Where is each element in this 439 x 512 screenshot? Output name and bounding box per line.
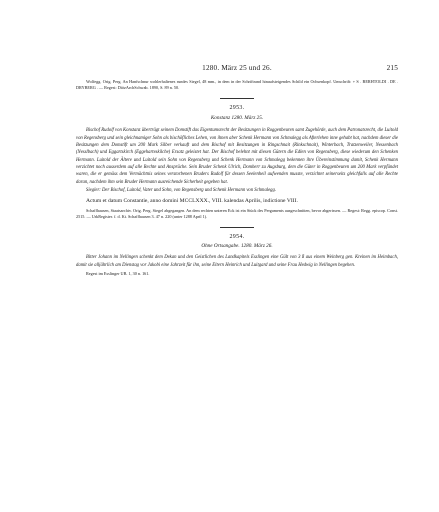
- document-dateline: Konstanz 1280. März 25.: [210, 115, 264, 122]
- document-number: 2954.: [229, 234, 245, 241]
- document-summary: Bischof Rudolf von Konstanz überträgt seinem Domstift das Eigentumsrecht der Besitzungen in Roggenbeuren samt Zugehörde, auch dem Patronatsrecht, die Luitold von Regensberg und sein gleichnamiger Sohn als bischöfliches Lehen, von ihnen aber Schenk Hermann von Schmalegg als Afterlehen inne gehabt hat, nachdem dieser die Besitzungen dem Domstift um 200 Mark Silber verkauft und dem Bischof mit Besitzungen in Ringschnait (Rinkschnait), Winterbach, Tratzenweiler, Nessenbach (Nesslbach) und Eggartskirch (Eggeharteskilche) Ersatz geleistet hat. Der Bischof belehnt mit diesen Gütern die Edlen von Regensberg, diese wiederum den Schenken Hermann. Luitold der Ältere und Luitold sein Sohn von Regensberg und Schenk Hermann von Schmalegg bekennen ihre Übereinstimmung damit, Schenk Hermann verzichtet noch ausserdem auf alle Rechte und Ansprüche. Sein Bruder Schenk Ulrich, Domherr zu Augsburg, dem die Güter in Roggenbeuren um 200 Mark verpfändet waren, die er gemäss dem Vermächtnis seines verstorbenen Bruders Rudolf für dessen Seelenheil aufwenden musste, verzichtet seinerseits gleichfalls auf alle Rechte daran, nachdem ihm sein Bruder Hermann ausreichende Sicherheit gegeben hat.: [76, 128, 398, 185]
- page-number: 215: [386, 64, 398, 72]
- document-dateline: Ohne Ortsangabe. 1280. März 26.: [201, 243, 273, 250]
- document-source-note: Regest im Esslinger UB. 1, 30 n. 161.: [86, 271, 150, 277]
- document-source-note: Schaffhausen, Staatsarchiv. Orig. Perg. Siegel abgegangen. An dem rechten unteren Eck ist ein Stück des Pergaments ausgeschnitten, bevor abgerissen. — Regest: Regg. episcop. Const. 2515. — UrkRegister. f. d. Kt. Schaffhausen 3. 47 n. 220 (unter 1288 April 1).: [76, 208, 398, 219]
- running-header: [76, 64, 398, 76]
- divider: [220, 227, 254, 228]
- document-sealers: Siegler: Der Bischof, Luitold, Vater und Sohn, von Regensberg und Schenk Hermann von Schmalegg.: [86, 187, 277, 193]
- document-number: 2953.: [229, 105, 245, 112]
- page-content: [76, 64, 398, 277]
- header-date: 1280. März 25 und 26.: [202, 64, 272, 72]
- previous-document-source-note: Wolfegg. Orig. Perg. An Hanfschnur wohlerhaltenes rundes Siegel, 48 mm., in dem in der Schriftrand hinaufsteigendes Schild ein Ochsenkopf. Umschrift: + S . BERHTOLDI . DE . DRYBERG . — Regest: DiözArchSchwab. 1890, S. 89 n. 50.: [76, 79, 398, 90]
- document-actum: Actum et datum Constantie, anno domini MCCLXXX., VIII. kalendas Aprilis, indictione VIII.: [86, 198, 298, 205]
- divider: [220, 98, 254, 99]
- document-summary: Bitter Johann im Nellingen schenkt dem Dekan und den Geistlichen des Landkapitels Esslingen eine Gült von 3 ß aus einem Weinberg gen. Kreinen im Heimbach, damit sie alljährlich am Dienstag vor Jakobi eine Jahrzeit für ihn, seine Eltern Heinrich und Luitgard und seine Frau Hedwig in Nellingen begehen.: [76, 255, 398, 268]
